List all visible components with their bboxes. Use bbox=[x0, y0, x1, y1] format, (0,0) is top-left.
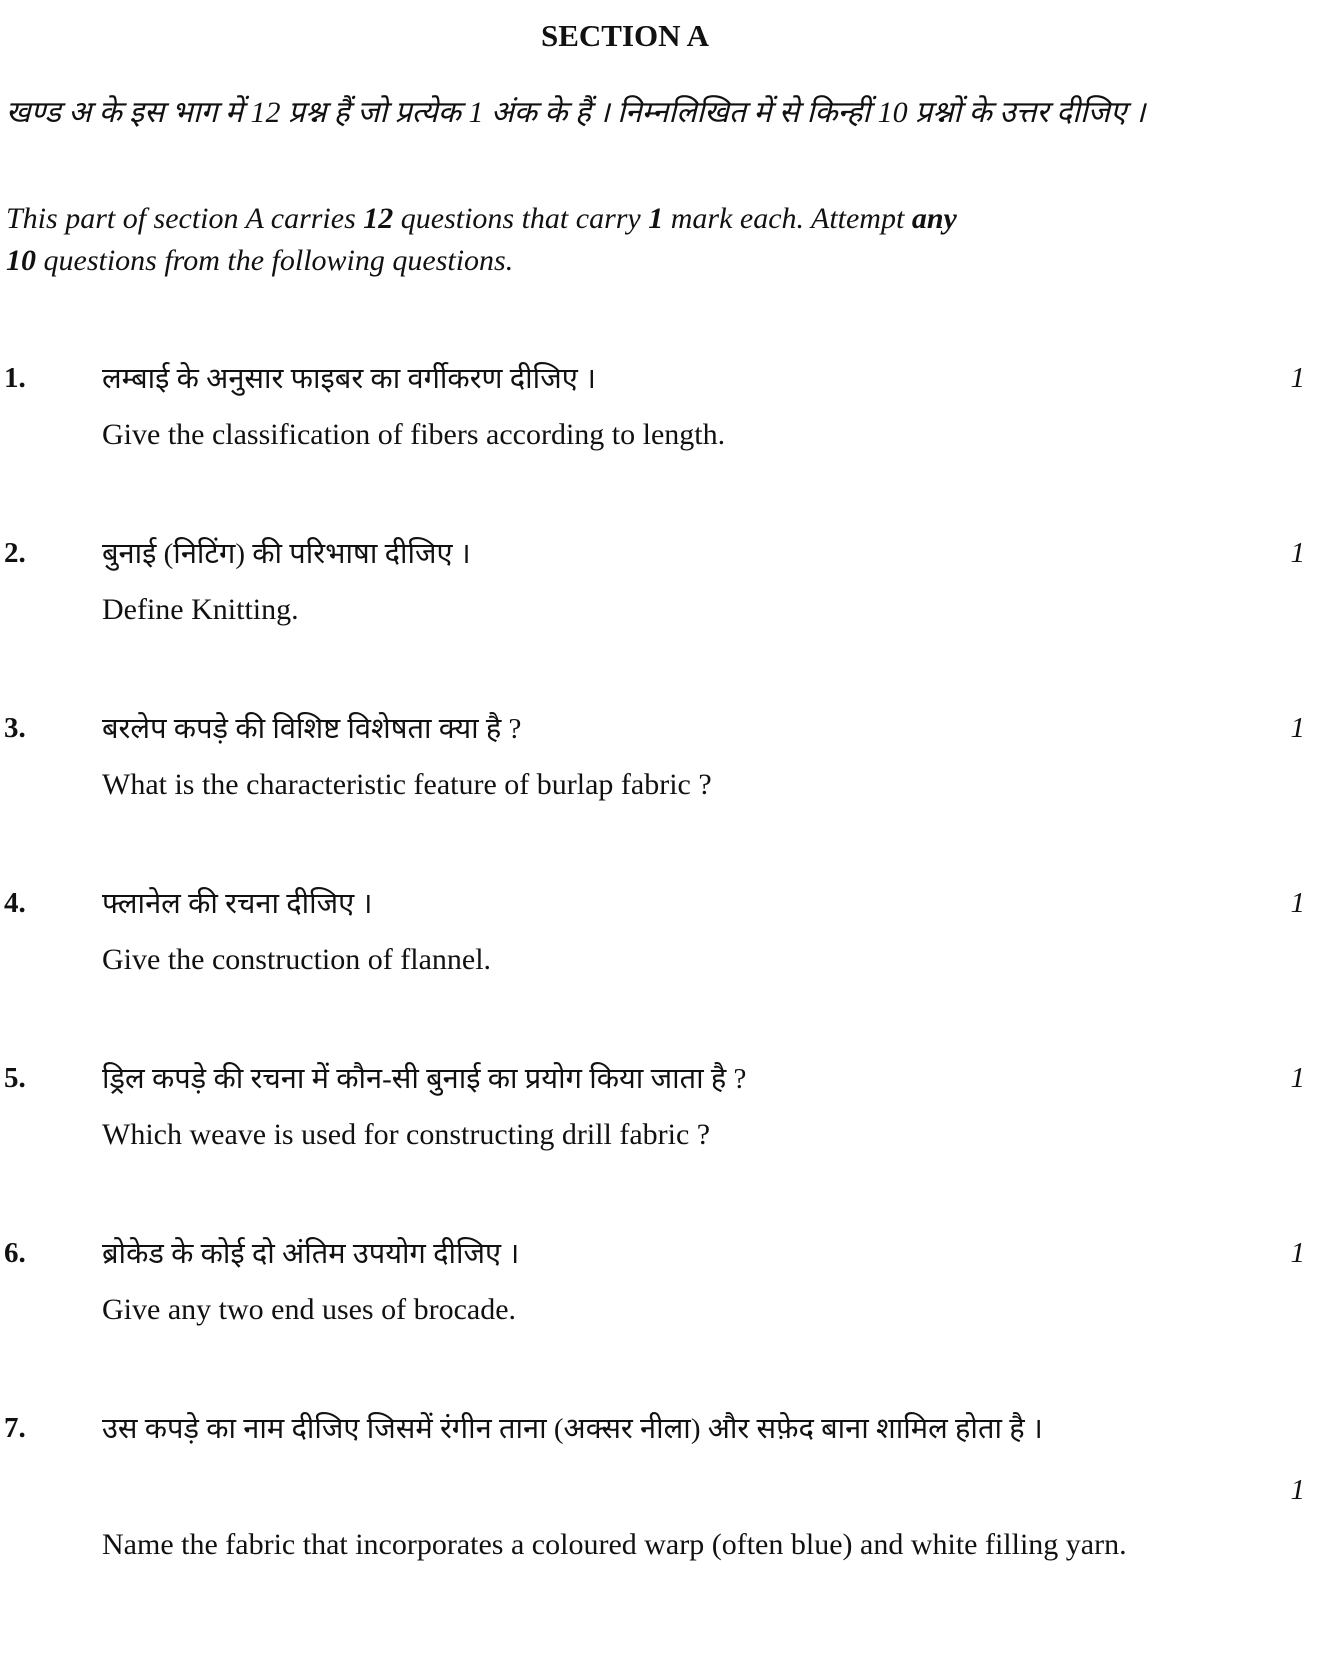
question-marks: 1 bbox=[1290, 1062, 1305, 1094]
question-english: Give the construction of flannel. bbox=[102, 943, 492, 976]
question-english: Name the fabric that incorporates a coloured warp (often blue) and white filling yarn. bbox=[102, 1528, 1127, 1561]
question-english: Give the classification of fibers according to length. bbox=[102, 418, 726, 451]
question-number: 5. bbox=[4, 1062, 26, 1094]
question-hindi: लम्बाई के अनुसार फाइबर का वर्गीकरण दीजिए । bbox=[102, 363, 596, 395]
question-number: 2. bbox=[4, 537, 26, 569]
instr-bold: any bbox=[911, 202, 957, 235]
instr-text: questions that carry bbox=[393, 202, 649, 235]
question-hindi: फ्लानेल की रचना दीजिए । bbox=[102, 888, 373, 920]
instr-bold: 10 bbox=[6, 244, 36, 277]
question-number: 7. bbox=[4, 1412, 26, 1444]
question-english: Which weave is used for constructing drill fabric ? bbox=[102, 1118, 711, 1151]
question-marks: 1 bbox=[1290, 712, 1305, 744]
question-hindi: बरलेप कपड़े की विशिष्ट विशेषता क्या है ? bbox=[102, 713, 522, 745]
question-english: What is the characteristic feature of burlap fabric ? bbox=[102, 768, 712, 801]
instr-text: questions from the following questions. bbox=[36, 244, 514, 277]
instructions-english bbox=[6, 198, 1266, 282]
question-marks: 1 bbox=[1290, 887, 1305, 919]
instr-text: mark each. Attempt bbox=[663, 202, 912, 235]
question-marks: 1 bbox=[1290, 537, 1305, 569]
question-marks: 1 bbox=[1290, 1237, 1305, 1269]
instr-bold: 1 bbox=[648, 202, 664, 235]
section-title: SECTION A bbox=[541, 18, 709, 53]
instructions-hindi: खण्ड अ के इस भाग में 12 प्रश्न हैं जो प्रत्येक 1 अंक के हैं । निम्नलिखित में से किन्हीं 10 प्रश्नों के उत्तर दीजिए । bbox=[6, 96, 1146, 129]
question-marks: 1 bbox=[1290, 362, 1305, 394]
question-hindi: ब्रोकेड के कोई दो अंतिम उपयोग दीजिए । bbox=[102, 1238, 520, 1270]
question-english: Give any two end uses of brocade. bbox=[102, 1293, 517, 1326]
question-hindi: बुनाई (निटिंग) की परिभाषा दीजिए । bbox=[102, 538, 471, 570]
question-marks: 1 bbox=[1290, 1474, 1305, 1506]
question-number: 4. bbox=[4, 887, 26, 919]
instr-bold: 12 bbox=[363, 202, 394, 235]
question-hindi: ड्रिल कपड़े की रचना में कौन-सी बुनाई का प्रयोग किया जाता है ? bbox=[102, 1063, 747, 1095]
question-english: Define Knitting. bbox=[102, 593, 299, 626]
instr-text: This part of section A carries bbox=[6, 202, 364, 235]
question-number: 6. bbox=[4, 1237, 26, 1269]
question-number: 1. bbox=[4, 362, 26, 394]
question-number: 3. bbox=[4, 712, 26, 744]
question-hindi: उस कपड़े का नाम दीजिए जिसमें रंगीन ताना (अक्सर नीला) और सफ़ेद बाना शामिल होता है । bbox=[102, 1413, 1043, 1445]
